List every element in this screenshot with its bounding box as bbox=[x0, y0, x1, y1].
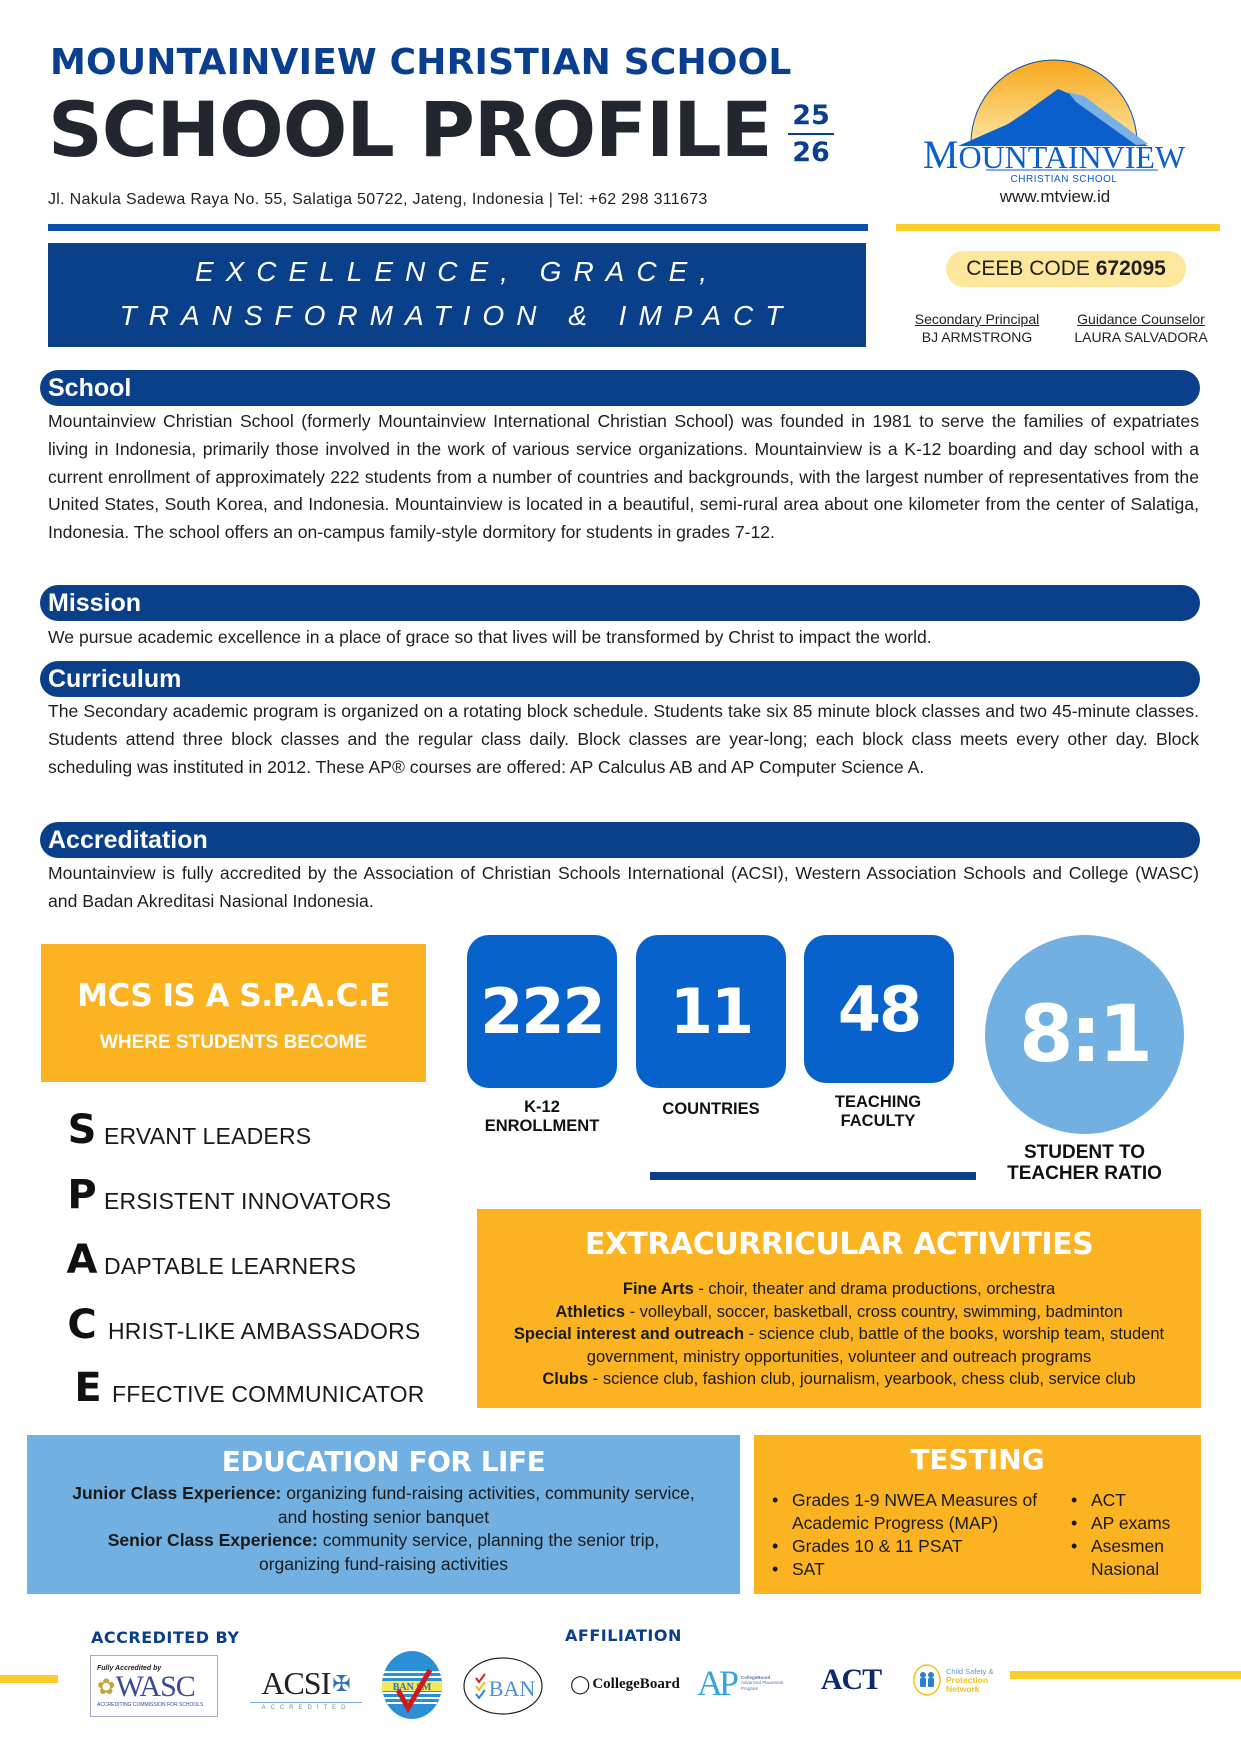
child-safety-line: Child Safety & bbox=[946, 1666, 994, 1676]
testing-item: • ACT bbox=[1065, 1489, 1195, 1512]
testing-item: • Grades 10 & 11 PSAT bbox=[766, 1535, 1056, 1558]
motto-banner bbox=[48, 243, 866, 347]
space-word: DAPTABLE LEARNERS bbox=[104, 1253, 357, 1279]
class-experience-text: community service, planning the senior trip, organizing fund-raising activities bbox=[258, 1530, 660, 1574]
stat-label-line: ENROLLMENT bbox=[484, 1117, 600, 1135]
school-logo bbox=[922, 50, 1186, 190]
laurel-icon: ✿ bbox=[97, 1673, 116, 1699]
header-divider-blue bbox=[48, 224, 868, 231]
space-item bbox=[64, 1165, 392, 1218]
testing-item: • SAT bbox=[766, 1558, 1056, 1581]
space-letter: S bbox=[67, 1107, 97, 1153]
extracurricular-panel bbox=[477, 1209, 1201, 1408]
stats-divider bbox=[650, 1172, 976, 1180]
acorn-icon: ◯ bbox=[570, 1673, 591, 1694]
section-body-school: Mountainview Christian School (formerly Mountainview International Christian School) was founded in 1981 to serve the families of expatriates living in Indonesia, primarily those involved in the work of various service organizations. Mountainview is a K-12 boarding and day school with a current enrollment of approximately 222 students from a number of countries and backgrounds, with the largest number of representatives from the United States, South Korea, and Indonesia. Mountainview is located in a beautiful, semi-rural area about one kilometer from the center of Salatiga, Indonesia. The school offers an on-campus family-style dormitory for students in grades 7-12. bbox=[48, 411, 1199, 543]
child-safety-text bbox=[946, 1667, 994, 1694]
ban-sm-logo bbox=[380, 1650, 444, 1720]
testing-item: • Asesmen Nasional bbox=[1065, 1535, 1195, 1581]
ban-sm-icon bbox=[380, 1650, 444, 1720]
testing-list-left bbox=[766, 1489, 1056, 1581]
extracurricular-item bbox=[477, 1368, 1201, 1391]
ap-logo bbox=[697, 1663, 787, 1703]
class-experience-label: Senior Class Experience: bbox=[107, 1530, 318, 1550]
svg-text:CHRISTIAN SCHOOL: CHRISTIAN SCHOOL bbox=[1010, 174, 1118, 185]
act-wordmark: ACT bbox=[820, 1663, 882, 1696]
space-item bbox=[64, 1295, 421, 1348]
collegeboard-wordmark: CollegeBoard bbox=[592, 1675, 680, 1692]
class-experience-item bbox=[67, 1529, 700, 1576]
class-experience-text: organizing fund-raising activities, community service, and hosting senior banquet bbox=[277, 1483, 695, 1527]
class-experience-item bbox=[67, 1482, 700, 1529]
staff-counselor bbox=[1060, 310, 1222, 346]
address: Jl. Nakula Sadewa Raya No. 55, Salatiga 50722, Jateng, Indonesia | Tel: +62 298 311673 bbox=[48, 191, 708, 208]
wasc-caption: Fully Accredited by bbox=[97, 1664, 162, 1672]
motto-line-2: TRANSFORMATION & IMPACT bbox=[119, 300, 795, 331]
mountain-sun-logo-icon bbox=[922, 50, 1186, 190]
space-title: MCS IS A S.P.A.C.E bbox=[77, 978, 390, 1014]
child-safety-logo bbox=[912, 1660, 1012, 1700]
space-letter: P bbox=[67, 1172, 97, 1218]
space-item bbox=[64, 1230, 357, 1283]
page-title: SCHOOL PROFILE bbox=[48, 85, 772, 174]
stat-faculty-value: 48 bbox=[804, 935, 954, 1083]
extracurricular-item bbox=[477, 1323, 1201, 1368]
ceeb-value: 672095 bbox=[1095, 257, 1166, 280]
extracurricular-title: EXTRACURRICULAR ACTIVITIES bbox=[584, 1227, 1094, 1262]
school-year bbox=[788, 102, 834, 166]
stat-countries-value: 11 bbox=[636, 935, 786, 1088]
wasc-wordmark: WASC bbox=[115, 1669, 195, 1703]
year-bottom: 26 bbox=[792, 137, 830, 168]
ap-caption bbox=[741, 1675, 784, 1692]
collegeboard-logo bbox=[566, 1670, 684, 1698]
testing-item: • AP exams bbox=[1065, 1512, 1195, 1535]
stat-label-line: K-12 bbox=[524, 1098, 560, 1116]
motto-line-1: EXCELLENCE, GRACE, bbox=[194, 256, 720, 287]
ratio-label-line: STUDENT TO bbox=[1023, 1142, 1146, 1163]
activity-text: - volleyball, soccer, basketball, cross country, swimming, badminton bbox=[625, 1302, 1123, 1321]
logo-wordmark: MOUNTAINVIEW bbox=[922, 132, 1186, 177]
space-banner bbox=[41, 944, 426, 1082]
ap-caption-line: CollegeBoard bbox=[741, 1674, 771, 1680]
education-for-life-panel bbox=[27, 1435, 740, 1594]
ceeb-code-badge bbox=[946, 251, 1186, 287]
wasc-subtitle: ACCREDITING COMMISSION FOR SCHOOLS bbox=[97, 1701, 204, 1708]
ap-caption-line: Program bbox=[741, 1685, 759, 1691]
act-logo bbox=[810, 1662, 892, 1698]
section-body-accreditation: Mountainview is fully accredited by the Association of Christian Schools International (ACSI), Western Association Schools and College (WASC) and Badan Akreditasi Nasional Indonesia. bbox=[48, 863, 1199, 911]
acsi-logo bbox=[250, 1660, 362, 1716]
stat-countries-label bbox=[626, 1100, 796, 1119]
acsi-wordmark: ACSI bbox=[261, 1665, 331, 1701]
ratio-label bbox=[985, 1142, 1184, 1184]
section-body-mission: We pursue academic excellence in a place of grace so that lives will be transformed by Christ to impact the world. bbox=[48, 627, 932, 647]
testing-title: TESTING bbox=[910, 1443, 1045, 1476]
education-for-life-title: EDUCATION FOR LIFE bbox=[221, 1445, 546, 1478]
space-item bbox=[70, 1358, 425, 1411]
space-subtitle: WHERE STUDENTS BECOME bbox=[99, 1032, 368, 1053]
header-divider-yellow bbox=[896, 224, 1220, 231]
section-heading-accreditation: Accreditation bbox=[40, 822, 1200, 858]
activity-category: Athletics bbox=[555, 1302, 626, 1321]
affiliation-title: AFFILIATION bbox=[565, 1626, 682, 1645]
staff-name: LAURA SALVADORA bbox=[1074, 329, 1208, 345]
footer-accent-left bbox=[0, 1675, 58, 1683]
year-top: 25 bbox=[792, 100, 830, 131]
stat-enrollment-label bbox=[457, 1098, 627, 1136]
stat-label-line: TEACHING bbox=[834, 1093, 922, 1111]
extracurricular-item bbox=[477, 1301, 1201, 1324]
activity-text: - science club, battle of the books, worship team, student government, ministry opportunities, volunteer and outreach programs bbox=[586, 1325, 1165, 1366]
space-word: ERVANT LEADERS bbox=[104, 1123, 312, 1149]
children-icon bbox=[912, 1663, 942, 1697]
space-item bbox=[64, 1100, 312, 1153]
website-link[interactable]: www.mtview.id bbox=[999, 187, 1111, 206]
child-safety-line: Network bbox=[946, 1683, 980, 1694]
class-experience-label: Junior Class Experience: bbox=[72, 1483, 282, 1503]
testing-list-right bbox=[1065, 1489, 1195, 1581]
staff-principal bbox=[897, 310, 1057, 346]
section-heading-mission: Mission bbox=[40, 585, 1200, 621]
stat-enrollment-value: 222 bbox=[467, 935, 617, 1088]
stat-faculty-label bbox=[793, 1093, 963, 1131]
space-word: FFECTIVE COMMUNICATOR bbox=[112, 1381, 425, 1407]
year-divider bbox=[788, 133, 834, 135]
ap-wordmark: AP bbox=[697, 1663, 736, 1703]
activity-category: Fine Arts bbox=[622, 1280, 694, 1298]
stat-label-line: COUNTRIES bbox=[662, 1100, 760, 1118]
testing-panel bbox=[754, 1435, 1201, 1594]
space-letter: E bbox=[74, 1365, 102, 1411]
acsi-subtitle: ACCREDITED bbox=[250, 1702, 362, 1711]
ban-icon bbox=[462, 1656, 544, 1716]
ban-text: BAN bbox=[488, 1676, 536, 1701]
acsi-book-icon: ✠ bbox=[332, 1670, 351, 1696]
activity-text: - choir, theater and drama productions, orchestra bbox=[693, 1280, 1056, 1298]
section-body-curriculum: The Secondary academic program is organized on a rotating block schedule. Students take six 85 minute block classes and two 45-minute classes. Students attend three block classes and the regular class daily. Block classes are year-long; each block class meets every other day. Block scheduling was instituted in 2012. These AP® courses are offered: AP Calculus AB and AP Computer Science A. bbox=[48, 701, 1199, 777]
ratio-circle: 8:1 bbox=[985, 935, 1184, 1134]
education-for-life-list bbox=[27, 1482, 740, 1576]
accredited-by-title: ACCREDITED BY bbox=[91, 1628, 240, 1647]
section-heading-school: School bbox=[40, 370, 1200, 406]
activity-text: - science club, fashion club, journalism, yearbook, chess club, service club bbox=[588, 1370, 1136, 1388]
ban-sm-text: BAN SM bbox=[392, 1682, 432, 1693]
space-letter: C bbox=[67, 1302, 97, 1348]
testing-item: • Grades 1-9 NWEA Measures of Academic Progress (MAP) bbox=[766, 1489, 1056, 1535]
footer-accent-right bbox=[1010, 1671, 1241, 1679]
extracurricular-item bbox=[477, 1278, 1201, 1301]
stat-label-line: FACULTY bbox=[840, 1112, 916, 1130]
school-name: MOUNTAINVIEW CHRISTIAN SCHOOL bbox=[50, 42, 792, 83]
child-safety-line: Protection bbox=[946, 1674, 989, 1685]
ceeb-label: CEEB CODE bbox=[966, 257, 1090, 280]
space-word: HRIST-LIKE AMBASSADORS bbox=[108, 1318, 421, 1344]
extracurricular-list bbox=[477, 1278, 1201, 1391]
wasc-logo bbox=[90, 1655, 218, 1717]
ratio-label-line: TEACHER RATIO bbox=[1007, 1163, 1162, 1184]
ban-logo bbox=[462, 1656, 544, 1716]
activity-category: Special interest and outreach bbox=[513, 1325, 745, 1343]
space-letter: A bbox=[66, 1237, 98, 1283]
staff-name: BJ ARMSTRONG bbox=[921, 329, 1033, 345]
ap-caption-line: Advanced Placement bbox=[741, 1680, 784, 1686]
section-heading-curriculum: Curriculum bbox=[40, 661, 1200, 697]
activity-category: Clubs bbox=[542, 1370, 589, 1388]
staff-role: Guidance Counselor bbox=[1077, 311, 1205, 327]
space-word: ERSISTENT INNOVATORS bbox=[104, 1188, 392, 1214]
staff-role: Secondary Principal bbox=[914, 311, 1040, 327]
